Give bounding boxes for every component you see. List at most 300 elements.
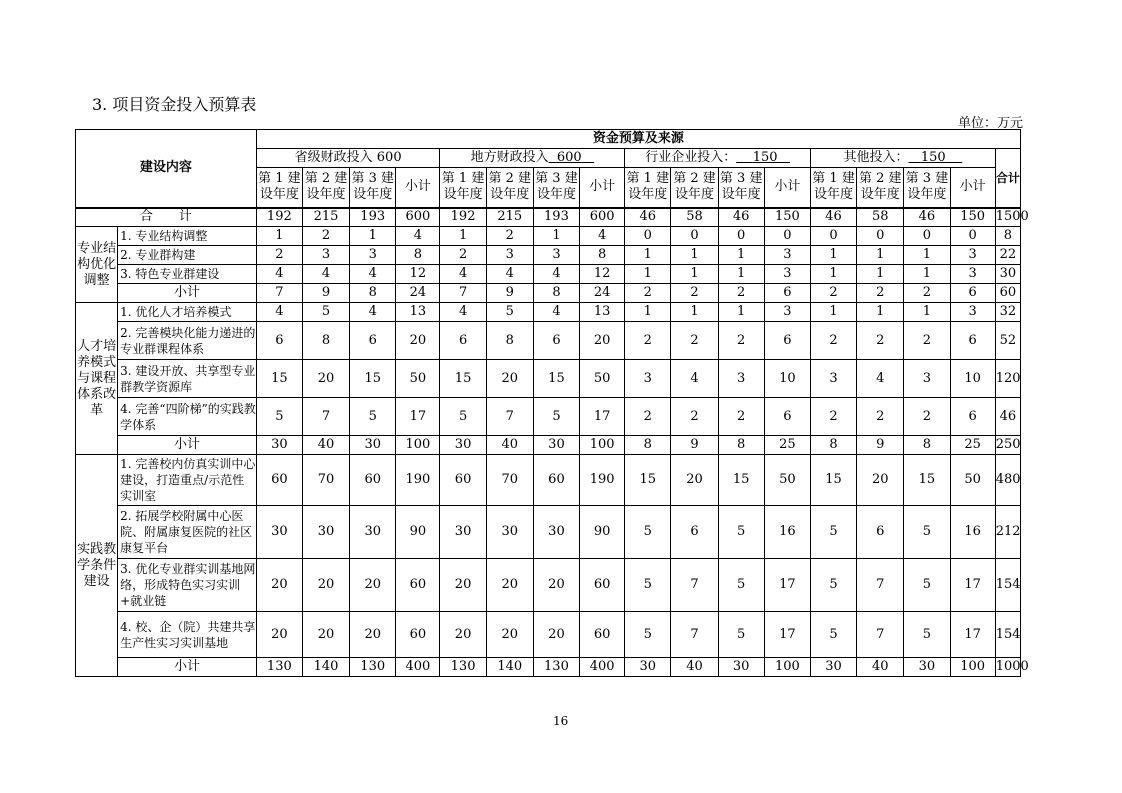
value-cell: 2 [302,227,349,246]
total-row [76,208,1021,227]
value-cell: 50 [580,360,625,398]
value-cell: 10 [764,360,810,398]
value-cell: 30 [350,436,396,455]
value-cell: 0 [671,227,718,246]
value-cell: 2 [810,398,856,436]
table-row [76,303,1021,322]
value-cell: 3 [486,246,533,265]
value-cell: 4 [396,227,440,246]
value-cell: 6 [764,322,810,360]
total-label: 合 计 [76,208,257,227]
value-cell: 2 [718,322,764,360]
table-row [76,506,1021,559]
value-cell: 30 [625,658,671,677]
value-cell: 0 [625,227,671,246]
header-source-4: 其他投入： 150 [810,149,995,168]
header-subtotal: 小计 [580,168,625,208]
value-cell: 30 [718,658,764,677]
value-cell: 6 [764,398,810,436]
value-cell: 2 [625,284,671,303]
value-cell: 16 [764,506,810,559]
value-cell: 60 [396,559,440,612]
header-year: 第 3 建设年度 [350,168,396,208]
value-cell: 25 [764,436,810,455]
value-cell: 20 [533,559,579,612]
value-cell: 5 [440,398,486,436]
value-cell: 5 [350,398,396,436]
header-year: 第 2 建设年度 [857,168,904,208]
value-cell: 3 [533,246,579,265]
value-cell: 1 [256,227,302,246]
value-cell: 6 [764,284,810,303]
value-cell: 24 [396,284,440,303]
subtotal-row [76,436,1021,455]
value-cell: 46 [904,208,950,227]
value-cell: 17 [764,559,810,612]
value-cell: 3 [764,246,810,265]
value-cell: 4 [302,265,349,284]
table-row [76,265,1021,284]
value-cell: 140 [302,658,349,677]
header-source-3: 行业企业投入： 150 [625,149,811,168]
value-cell: 46 [718,208,764,227]
value-cell: 17 [950,559,995,612]
value-cell: 1 [857,246,904,265]
value-cell: 3 [950,246,995,265]
value-cell: 5 [810,506,856,559]
value-cell: 8 [302,322,349,360]
value-cell: 2 [625,322,671,360]
page-number: 16 [553,714,569,728]
value-cell: 3 [350,246,396,265]
value-cell: 400 [396,658,440,677]
value-cell: 5 [486,303,533,322]
value-cell: 22 [995,246,1020,265]
value-cell: 4 [350,265,396,284]
table-title: 3. 项目资金投入预算表 [92,95,257,114]
value-cell: 1 [350,227,396,246]
value-cell: 58 [857,208,904,227]
item-label: 4. 校、企（院）共建共享生产性实习实训基地 [118,612,257,658]
value-cell: 20 [302,559,349,612]
value-cell: 1 [810,265,856,284]
header-year: 第 3 建设年度 [904,168,950,208]
value-cell: 4 [440,265,486,284]
item-label: 4. 完善“四阶梯”的实践教学体系 [118,398,257,436]
table-row [76,398,1021,436]
value-cell: 7 [302,398,349,436]
value-cell: 7 [857,559,904,612]
value-cell: 70 [486,455,533,506]
value-cell: 58 [671,208,718,227]
table-row [76,322,1021,360]
value-cell: 15 [350,360,396,398]
value-cell: 1 [904,265,950,284]
value-cell: 6 [440,322,486,360]
value-cell: 2 [671,398,718,436]
value-cell: 30 [440,506,486,559]
value-cell: 46 [995,398,1020,436]
value-cell: 3 [718,360,764,398]
value-cell: 8 [810,436,856,455]
value-cell: 480 [995,455,1020,506]
value-cell: 1 [857,303,904,322]
value-cell: 2 [625,398,671,436]
value-cell: 13 [580,303,625,322]
value-cell: 15 [904,455,950,506]
value-cell: 6 [950,322,995,360]
value-cell: 15 [810,455,856,506]
value-cell: 15 [440,360,486,398]
value-cell: 20 [350,612,396,658]
value-cell: 8 [904,436,950,455]
value-cell: 1 [625,246,671,265]
value-cell: 20 [396,322,440,360]
value-cell: 6 [857,506,904,559]
value-cell: 40 [486,436,533,455]
value-cell: 4 [350,303,396,322]
value-cell: 5 [810,559,856,612]
value-cell: 90 [396,506,440,559]
value-cell: 215 [486,208,533,227]
value-cell: 5 [302,303,349,322]
value-cell: 8 [625,436,671,455]
value-cell: 100 [950,658,995,677]
value-cell: 0 [810,227,856,246]
value-cell: 600 [396,208,440,227]
value-cell: 20 [350,559,396,612]
value-cell: 20 [302,612,349,658]
value-cell: 2 [440,246,486,265]
item-label: 3. 优化专业群实训基地网络，形成特色实习实训+就业链 [118,559,257,612]
value-cell: 1 [671,265,718,284]
item-label: 2. 拓展学校附属中心医院、附属康复医院的社区康复平台 [118,506,257,559]
value-cell: 0 [904,227,950,246]
category-label: 实践教学条件建设 [76,455,118,677]
unit-label: 单位：万元 [958,116,1024,131]
value-cell: 7 [671,559,718,612]
value-cell: 50 [950,455,995,506]
value-cell: 20 [256,612,302,658]
value-cell: 3 [904,360,950,398]
value-cell: 192 [256,208,302,227]
table-row [76,227,1021,246]
value-cell: 5 [625,612,671,658]
header-year: 第 1 建设年度 [256,168,302,208]
value-cell: 50 [764,455,810,506]
value-cell: 30 [533,436,579,455]
value-cell: 3 [302,246,349,265]
value-cell: 4 [533,303,579,322]
value-cell: 190 [396,455,440,506]
value-cell: 4 [440,303,486,322]
value-cell: 1 [810,246,856,265]
subtotal-label: 小计 [118,658,257,677]
value-cell: 1 [810,303,856,322]
value-cell: 6 [350,322,396,360]
item-label: 1. 优化人才培养模式 [118,303,257,322]
header-total: 合计 [995,149,1020,208]
value-cell: 30 [533,506,579,559]
category-label: 专业结构优化调整 [76,227,118,303]
value-cell: 1 [440,227,486,246]
value-cell: 192 [440,208,486,227]
value-cell: 2 [486,227,533,246]
value-cell: 20 [857,455,904,506]
table-row [76,246,1021,265]
value-cell: 4 [533,265,579,284]
value-cell: 0 [857,227,904,246]
item-label: 3. 特色专业群建设 [118,265,257,284]
value-cell: 4 [671,360,718,398]
value-cell: 215 [302,208,349,227]
value-cell: 400 [580,658,625,677]
value-cell: 9 [671,436,718,455]
value-cell: 1 [533,227,579,246]
value-cell: 30 [256,436,302,455]
category-label: 人才培养模式与课程体系改革 [76,303,118,455]
value-cell: 1500 [995,208,1020,227]
value-cell: 17 [580,398,625,436]
item-label: 2. 专业群构建 [118,246,257,265]
value-cell: 6 [533,322,579,360]
value-cell: 20 [440,612,486,658]
value-cell: 5 [625,506,671,559]
value-cell: 1 [625,303,671,322]
value-cell: 8 [533,284,579,303]
value-cell: 7 [440,284,486,303]
value-cell: 1000 [995,658,1020,677]
value-cell: 212 [995,506,1020,559]
value-cell: 2 [904,284,950,303]
value-cell: 3 [950,303,995,322]
value-cell: 0 [950,227,995,246]
value-cell: 60 [256,455,302,506]
value-cell: 1 [857,265,904,284]
value-cell: 12 [396,265,440,284]
value-cell: 12 [580,265,625,284]
value-cell: 24 [580,284,625,303]
value-cell: 2 [810,284,856,303]
value-cell: 40 [671,658,718,677]
value-cell: 20 [440,559,486,612]
value-cell: 193 [350,208,396,227]
value-cell: 5 [810,612,856,658]
value-cell: 20 [671,455,718,506]
value-cell: 20 [533,612,579,658]
value-cell: 5 [718,506,764,559]
header-year: 第 1 建设年度 [810,168,856,208]
value-cell: 6 [950,398,995,436]
value-cell: 13 [396,303,440,322]
value-cell: 60 [440,455,486,506]
value-cell: 46 [810,208,856,227]
value-cell: 5 [904,612,950,658]
header-source-1: 省级财政投入 600 [256,149,440,168]
value-cell: 15 [533,360,579,398]
value-cell: 25 [950,436,995,455]
value-cell: 32 [995,303,1020,322]
header-subtotal: 小计 [764,168,810,208]
value-cell: 2 [857,322,904,360]
item-label: 3. 建设开放、共享型专业群教学资源库 [118,360,257,398]
value-cell: 150 [764,208,810,227]
value-cell: 60 [995,284,1020,303]
value-cell: 9 [486,284,533,303]
value-cell: 30 [302,506,349,559]
value-cell: 20 [580,322,625,360]
header-year: 第 2 建设年度 [671,168,718,208]
value-cell: 9 [302,284,349,303]
value-cell: 1 [718,265,764,284]
value-cell: 1 [718,246,764,265]
value-cell: 2 [256,246,302,265]
value-cell: 2 [671,322,718,360]
value-cell: 4 [486,265,533,284]
value-cell: 100 [396,436,440,455]
value-cell: 7 [256,284,302,303]
value-cell: 1 [671,303,718,322]
value-cell: 1 [904,246,950,265]
subtotal-row [76,658,1021,677]
value-cell: 130 [440,658,486,677]
value-cell: 17 [950,612,995,658]
value-cell: 100 [764,658,810,677]
value-cell: 5 [718,612,764,658]
value-cell: 15 [256,360,302,398]
value-cell: 6 [671,506,718,559]
value-cell: 5 [625,559,671,612]
value-cell: 0 [764,227,810,246]
value-cell: 30 [350,506,396,559]
item-label: 1. 专业结构调整 [118,227,257,246]
value-cell: 3 [950,265,995,284]
value-cell: 7 [486,398,533,436]
value-cell: 20 [486,360,533,398]
value-cell: 15 [718,455,764,506]
header-subtotal: 小计 [950,168,995,208]
value-cell: 1 [625,265,671,284]
header-year: 第 3 建设年度 [533,168,579,208]
value-cell: 250 [995,436,1020,455]
value-cell: 140 [486,658,533,677]
table-row [76,360,1021,398]
value-cell: 4 [256,265,302,284]
value-cell: 2 [718,398,764,436]
value-cell: 8 [718,436,764,455]
table-row [76,455,1021,506]
value-cell: 600 [580,208,625,227]
value-cell: 30 [810,658,856,677]
header-year: 第 1 建设年度 [625,168,671,208]
value-cell: 1 [718,303,764,322]
header-budget-group: 资金预算及来源 [256,130,1020,149]
value-cell: 17 [396,398,440,436]
value-cell: 5 [904,506,950,559]
value-cell: 5 [904,559,950,612]
subtotal-row [76,284,1021,303]
value-cell: 15 [625,455,671,506]
value-cell: 130 [533,658,579,677]
header-year: 第 2 建设年度 [302,168,349,208]
value-cell: 8 [486,322,533,360]
header-content: 建设内容 [76,130,257,208]
value-cell: 5 [718,559,764,612]
value-cell: 7 [671,612,718,658]
value-cell: 40 [302,436,349,455]
value-cell: 30 [995,265,1020,284]
value-cell: 2 [904,398,950,436]
value-cell: 2 [671,284,718,303]
value-cell: 9 [857,436,904,455]
value-cell: 2 [857,398,904,436]
subtotal-label: 小计 [118,436,257,455]
value-cell: 6 [950,284,995,303]
value-cell: 3 [625,360,671,398]
value-cell: 60 [580,559,625,612]
table-row [76,612,1021,658]
value-cell: 20 [486,559,533,612]
header-year: 第 2 建设年度 [486,168,533,208]
value-cell: 8 [396,246,440,265]
budget-table [75,129,1029,677]
header-source-2: 地方财政投入 600 [440,149,625,168]
value-cell: 2 [857,284,904,303]
value-cell: 8 [995,227,1020,246]
value-cell: 8 [350,284,396,303]
value-cell: 130 [350,658,396,677]
value-cell: 2 [904,322,950,360]
value-cell: 3 [764,265,810,284]
value-cell: 16 [950,506,995,559]
value-cell: 8 [580,246,625,265]
header-subtotal: 小计 [396,168,440,208]
value-cell: 5 [533,398,579,436]
value-cell: 4 [580,227,625,246]
value-cell: 30 [486,506,533,559]
value-cell: 7 [857,612,904,658]
value-cell: 150 [950,208,995,227]
value-cell: 190 [580,455,625,506]
value-cell: 40 [857,658,904,677]
value-cell: 46 [625,208,671,227]
subtotal-label: 小计 [118,284,257,303]
value-cell: 20 [486,612,533,658]
value-cell: 193 [533,208,579,227]
value-cell: 1 [671,246,718,265]
value-cell: 3 [764,303,810,322]
value-cell: 0 [718,227,764,246]
value-cell: 50 [396,360,440,398]
value-cell: 2 [810,322,856,360]
value-cell: 2 [718,284,764,303]
value-cell: 90 [580,506,625,559]
value-cell: 60 [350,455,396,506]
value-cell: 100 [580,436,625,455]
value-cell: 52 [995,322,1020,360]
value-cell: 20 [256,559,302,612]
header-year: 第 1 建设年度 [440,168,486,208]
item-label: 2. 完善模块化能力递进的专业群课程体系 [118,322,257,360]
value-cell: 60 [580,612,625,658]
value-cell: 30 [256,506,302,559]
item-label: 1. 完善校内仿真实训中心建设，打造重点/示范性实训室 [118,455,257,506]
value-cell: 120 [995,360,1020,398]
value-cell: 17 [764,612,810,658]
value-cell: 60 [533,455,579,506]
value-cell: 1 [904,303,950,322]
value-cell: 30 [440,436,486,455]
